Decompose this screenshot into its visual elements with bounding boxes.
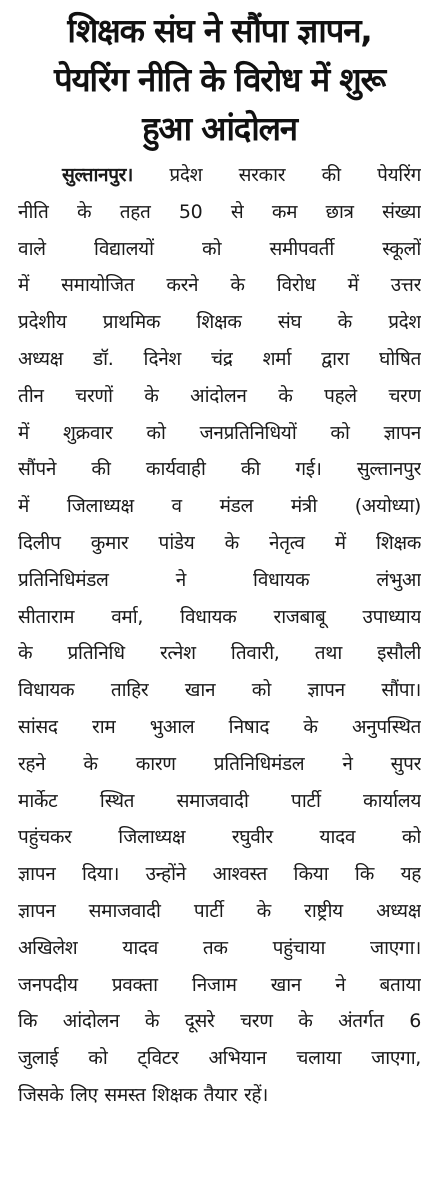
article-line: रहने के कारण प्रतिनिधिमंडल ने सुपर [18,752,421,775]
article-line: के प्रतिनिधि रत्नेश तिवारी, तथा इसौली [18,642,421,665]
article-line: वाले विद्यालयों को समीपवर्ती स्कूलों [18,237,421,260]
dateline: सुल्तानपुर। [62,164,133,186]
article-line: तीन चरणों के आंदोलन के पहले चरण [18,384,421,407]
article-line: कि आंदोलन के दूसरे चरण के अंतर्गत 6 [18,1010,421,1033]
headline-line: शिक्षक संघ ने सौंपा ज्ञापन, [67,11,372,50]
article-line: पहुंचकर जिलाध्यक्ष रघुवीर यादव को [18,826,421,849]
article-line-text: प्रदेश सरकार की पेयरिंग [169,164,421,186]
article-line: में जिलाध्यक्ष व मंडल मंत्री (अयोध्या) [18,495,421,518]
article-line: सांसद राम भुआल निषाद के अनुपस्थित [18,715,421,738]
article-line: नीति के तहत 50 से कम छात्र संख्या [18,200,421,223]
article-line: प्रतिनिधिमंडल ने विधायक लंभुआ [18,568,421,591]
headline [18,6,421,153]
article-line: में समायोजित करने के विरोध में उत्तर [18,274,421,297]
article-line: विधायक ताहिर खान को ज्ञापन सौंपा। [18,679,421,702]
article-line: सौंपने की कार्यवाही की गई। सुल्तानपुर [18,458,421,481]
headline-line: पेयरिंग नीति के विरोध में शुरू [54,60,385,99]
article-line: अखिलेश यादव तक पहुंचाया जाएगा। [18,936,421,959]
article-line: प्रदेशीय प्राथमिक शिक्षक संघ के प्रदेश [18,311,421,334]
article-line: जनपदीय प्रवक्ता निजाम खान ने बताया [18,973,421,996]
article-line: मार्केट स्थित समाजवादी पार्टी कार्यालय [18,789,421,812]
article-line: जुलाई को ट्विटर अभियान चलाया जाएगा, [18,1047,421,1070]
headline-line: हुआ आंदोलन [142,109,297,148]
article-line: सीताराम वर्मा, विधायक राजबाबू उपाध्याय [18,605,421,628]
article-line [18,157,421,194]
article-line: अध्यक्ष डॉ. दिनेश चंद्र शर्मा द्वारा घोषित [18,347,421,370]
article-body [18,157,421,1114]
article-line: जिसके लिए समस्त शिक्षक तैयार रहें। [18,1083,268,1106]
article-line: दिलीप कुमार पांडेय के नेतृत्व में शिक्षक [18,531,421,554]
article-line: ज्ञापन दिया। उन्होंने आश्वस्त किया कि यह [18,863,421,886]
article-line: में शुक्रवार को जनप्रतिनिधियों को ज्ञापन [18,421,421,444]
article-line: ज्ञापन समाजवादी पार्टी के राष्ट्रीय अध्यक्ष [18,899,421,922]
